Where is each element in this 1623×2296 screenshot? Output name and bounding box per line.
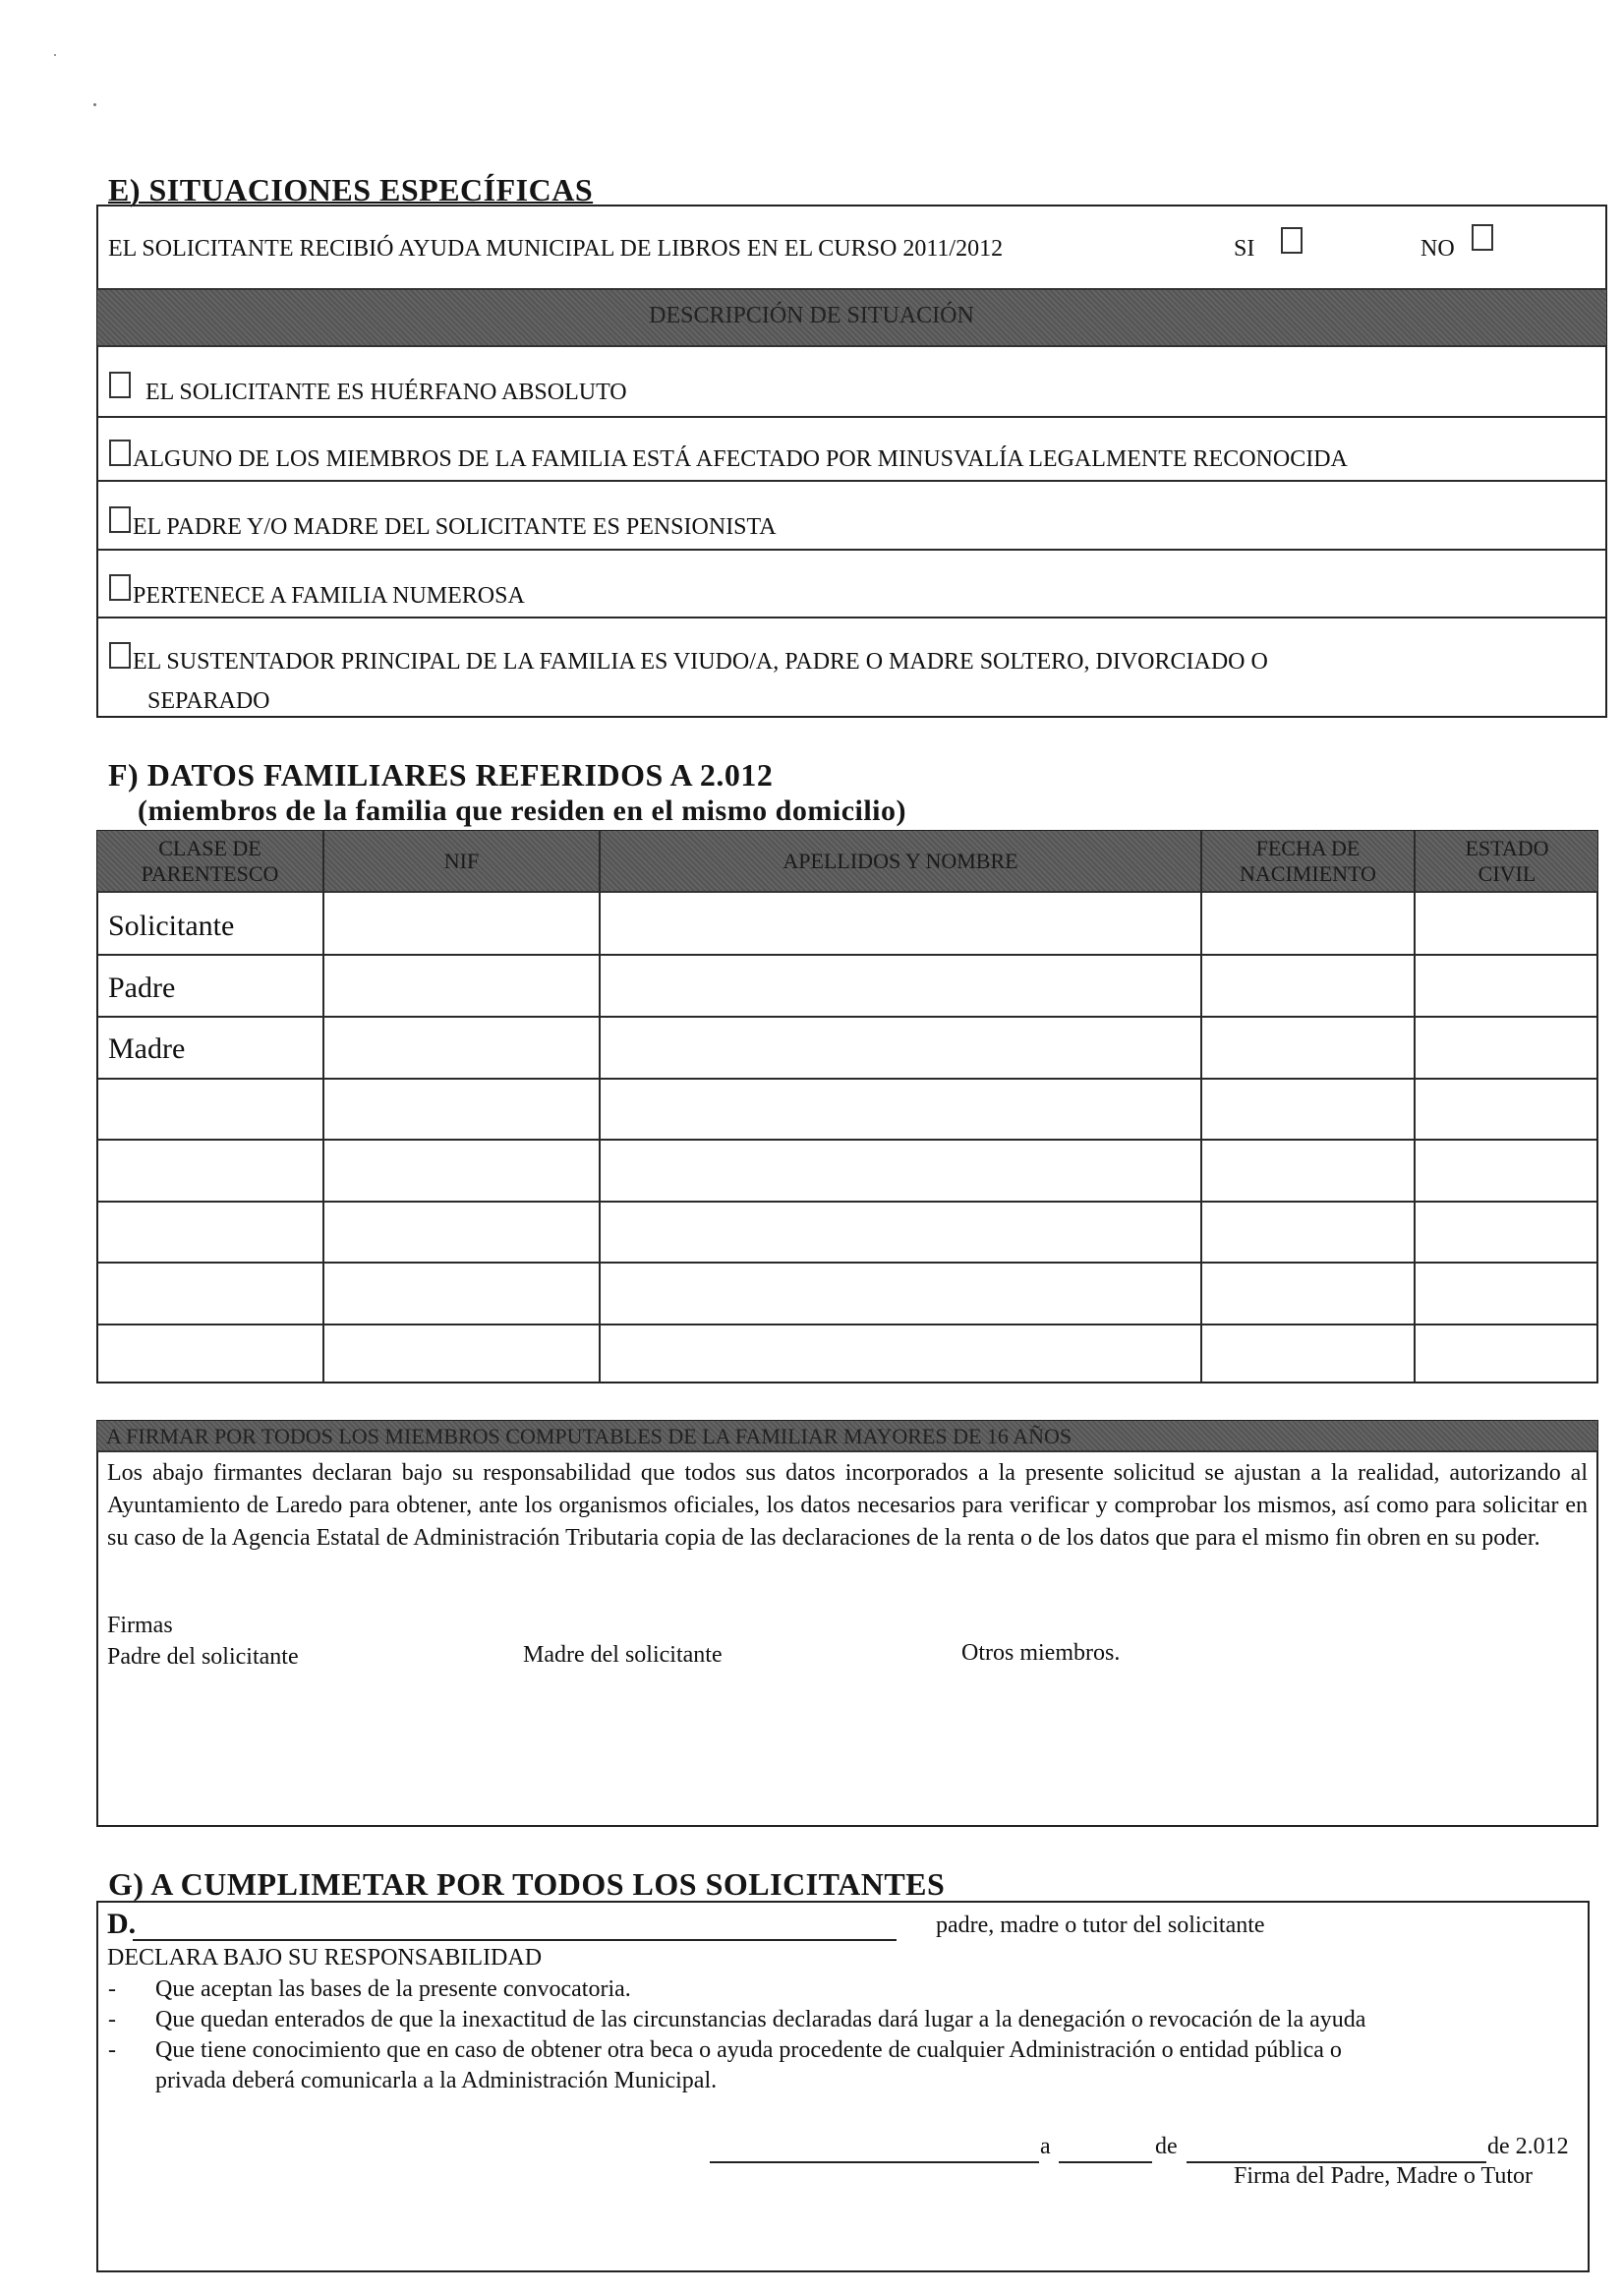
col-header-estado-line2: CIVIL [1478, 861, 1536, 886]
section-e-title: E) SITUACIONES ESPECÍFICAS [108, 172, 594, 207]
table-cell-nif[interactable] [324, 894, 599, 952]
signature-caption: Firma del Padre, Madre o Tutor [1234, 2163, 1533, 2189]
declaration-item-3-cont: privada deberá comunicarla a la Administración Municipal. [155, 2068, 718, 2093]
situation-label-single-parent: EL SUSTENTADOR PRINCIPAL DE LA FAMILIA ES VIUDO/A, PADRE O MADRE SOLTERO, DIVORCIADO O [133, 649, 1268, 675]
table-cell-nombre[interactable] [601, 1200, 1200, 1258]
table-cell-nombre[interactable] [601, 894, 1200, 952]
table-cell-estado[interactable] [1416, 955, 1595, 1013]
madre-signature-label: Madre del solicitante [523, 1642, 723, 1668]
table-cell-fecha[interactable] [1202, 1078, 1414, 1136]
table-cell-fecha[interactable] [1202, 1261, 1414, 1319]
book-aid-question: EL SOLICITANTE RECIBIÓ AYUDA MUNICIPAL DE LIBROS EN EL CURSO 2011/2012 [108, 236, 1004, 262]
col-header-nif [324, 849, 599, 874]
col-header-fecha-line2: NACIMIENTO [1240, 861, 1376, 886]
signatures-declaration: Los abajo firmantes declaran bajo su responsabilidad que todos sus datos incorporados a la presente solicitud se ajustan a la realidad, autorizando al Ayuntamiento de Laredo para obtener, ante los organismos oficiales, los datos necesarios para verificar y comprobar los mismos, así como para solicitar en su caso de la Agencia Estatal de Administración Tributaria copia de las declaraciones de la renta o de los datos que para el mismo fin obren en su poder. [107, 1460, 1588, 1551]
otros-signature-label: Otros miembros. [961, 1640, 1121, 1666]
role-label: padre, madre o tutor del solicitante [936, 1913, 1265, 1938]
table-cell-nif[interactable] [324, 1322, 599, 1380]
de-label: de [1155, 2134, 1178, 2159]
section-g-title: G) A CUMPLIMETAR POR TODOS LOS SOLICITANTES [108, 1866, 946, 1902]
no-checkbox[interactable] [1472, 224, 1493, 251]
row-divider [97, 617, 1606, 618]
declaration-item-1: Que aceptan las bases de la presente convocatoria. [155, 1976, 631, 2002]
table-cell-parentesco[interactable] [97, 1322, 322, 1380]
col-header-fecha [1202, 836, 1414, 887]
table-cell-fecha[interactable] [1202, 955, 1414, 1013]
bullet-dash: - [108, 1976, 116, 2002]
place-field[interactable] [710, 2161, 1039, 2163]
table-cell-nif[interactable] [324, 955, 599, 1013]
table-cell-parentesco[interactable] [97, 1261, 322, 1319]
yes-label: SI [1234, 236, 1255, 262]
col-header-nif-line1: NIF [443, 849, 480, 873]
table-cell-parentesco[interactable] [97, 1139, 322, 1197]
situation-checkbox-disability[interactable] [109, 440, 131, 466]
table-cell-nombre[interactable] [601, 1139, 1200, 1197]
table-cell-fecha[interactable] [1202, 894, 1414, 952]
padre-signature-area[interactable] [103, 1677, 496, 1819]
col-header-estado-line1: ESTADO [1465, 836, 1549, 860]
situation-checkbox-single-parent[interactable] [109, 642, 131, 669]
table-cell-estado[interactable] [1416, 1200, 1595, 1258]
table-cell-estado[interactable] [1416, 1139, 1595, 1197]
col-header-parentesco [97, 836, 322, 887]
col-header-estado [1416, 836, 1598, 887]
table-cell-nombre[interactable] [601, 1322, 1200, 1380]
table-cell-nif[interactable] [324, 1261, 599, 1319]
guardian-signature-area[interactable] [1081, 2193, 1583, 2267]
col-header-nombre-line1: APELLIDOS Y NOMBRE [783, 849, 1018, 873]
table-cell-nif[interactable] [324, 1200, 599, 1258]
table-cell-nif[interactable] [324, 1078, 599, 1136]
table-cell-estado[interactable] [1416, 1322, 1595, 1380]
table-cell-parentesco[interactable] [97, 1200, 322, 1258]
table-cell-parentesco[interactable] [97, 1078, 322, 1136]
table-cell-nif[interactable] [324, 1139, 599, 1197]
year-label: de 2.012 [1487, 2134, 1569, 2159]
situation-checkbox-large-family[interactable] [109, 574, 131, 601]
padre-signature-label: Padre del solicitante [107, 1644, 299, 1670]
yes-checkbox[interactable] [1281, 227, 1303, 254]
table-cell-fecha[interactable] [1202, 1016, 1414, 1074]
table-cell-estado[interactable] [1416, 1078, 1595, 1136]
table-cell-fecha[interactable] [1202, 1200, 1414, 1258]
table-cell-fecha[interactable] [1202, 1322, 1414, 1380]
situation-checkbox-pensioner[interactable] [109, 506, 131, 533]
row-parentesco-padre: Padre [108, 971, 176, 1004]
day-field[interactable] [1059, 2161, 1152, 2163]
col-header-fecha-line1: FECHA DE [1255, 836, 1361, 860]
table-cell-estado[interactable] [1416, 1016, 1595, 1074]
bullet-dash: - [108, 2037, 116, 2063]
d-name-field[interactable] [133, 1939, 897, 1941]
situation-label-orphan: EL SOLICITANTE ES HUÉRFANO ABSOLUTO [145, 380, 627, 405]
row-parentesco-solicitante: Solicitante [108, 910, 235, 942]
row-divider [97, 416, 1606, 418]
bullet-dash: - [108, 2007, 116, 2032]
row-parentesco-madre: Madre [108, 1032, 186, 1065]
situation-label-disability: ALGUNO DE LOS MIEMBROS DE LA FAMILIA ESTÁ AFECTADO POR MINUSVALÍA LEGALMENTE RECONOCIDA [133, 446, 1348, 472]
situation-label-large-family: PERTENECE A FAMILIA NUMEROSA [133, 583, 525, 609]
col-header-nombre [601, 849, 1200, 874]
d-label: D. [107, 1908, 137, 1940]
table-cell-nombre[interactable] [601, 1261, 1200, 1319]
situation-label-single-parent-cont: SEPARADO [147, 688, 270, 714]
declara-label: DECLARA BAJO SU RESPONSABILIDAD [107, 1945, 543, 1971]
scan-speck [54, 54, 56, 56]
otros-signature-area[interactable] [954, 1677, 1593, 1819]
section-f-subtitle: (miembros de la familia que residen en el mismo domicilio) [138, 795, 907, 827]
firmas-label: Firmas [107, 1613, 173, 1638]
situation-label-pensioner: EL PADRE Y/O MADRE DEL SOLICITANTE ES PENSIONISTA [133, 514, 777, 540]
section-f-title: F) DATOS FAMILIARES REFERIDOS A 2.012 [108, 757, 774, 793]
situation-header-label: DESCRIPCIÓN DE SITUACIÓN [649, 303, 974, 328]
madre-signature-area[interactable] [516, 1677, 929, 1819]
row-divider [97, 480, 1606, 482]
declaration-item-3: Que tiene conocimiento que en caso de obtener otra beca o ayuda procedente de cualquier Administración o entidad pública o [155, 2037, 1342, 2063]
scan-speck [93, 103, 96, 106]
signatures-header-label: A FIRMAR POR TODOS LOS MIEMBROS COMPUTABLES DE LA FAMILIAR MAYORES DE 16 AÑOS [106, 1424, 1072, 1448]
declaration-item-2: Que quedan enterados de que la inexactitud de las circunstancias declaradas dará lugar a la denegación o revocación de la ayuda [155, 2007, 1366, 2032]
col-header-parentesco-line1: CLASE DE [158, 836, 261, 860]
row-divider [97, 549, 1606, 551]
table-cell-estado[interactable] [1416, 1261, 1595, 1319]
situation-checkbox-orphan[interactable] [109, 372, 131, 398]
table-cell-nif[interactable] [324, 1016, 599, 1074]
col-header-parentesco-line2: PARENTESCO [141, 861, 279, 886]
table-cell-fecha[interactable] [1202, 1139, 1414, 1197]
table-cell-nombre[interactable] [601, 1078, 1200, 1136]
table-cell-estado[interactable] [1416, 894, 1595, 952]
no-label: NO [1420, 236, 1455, 262]
table-cell-nombre[interactable] [601, 955, 1200, 1013]
table-cell-nombre[interactable] [601, 1016, 1200, 1074]
a-label: a [1040, 2134, 1051, 2159]
